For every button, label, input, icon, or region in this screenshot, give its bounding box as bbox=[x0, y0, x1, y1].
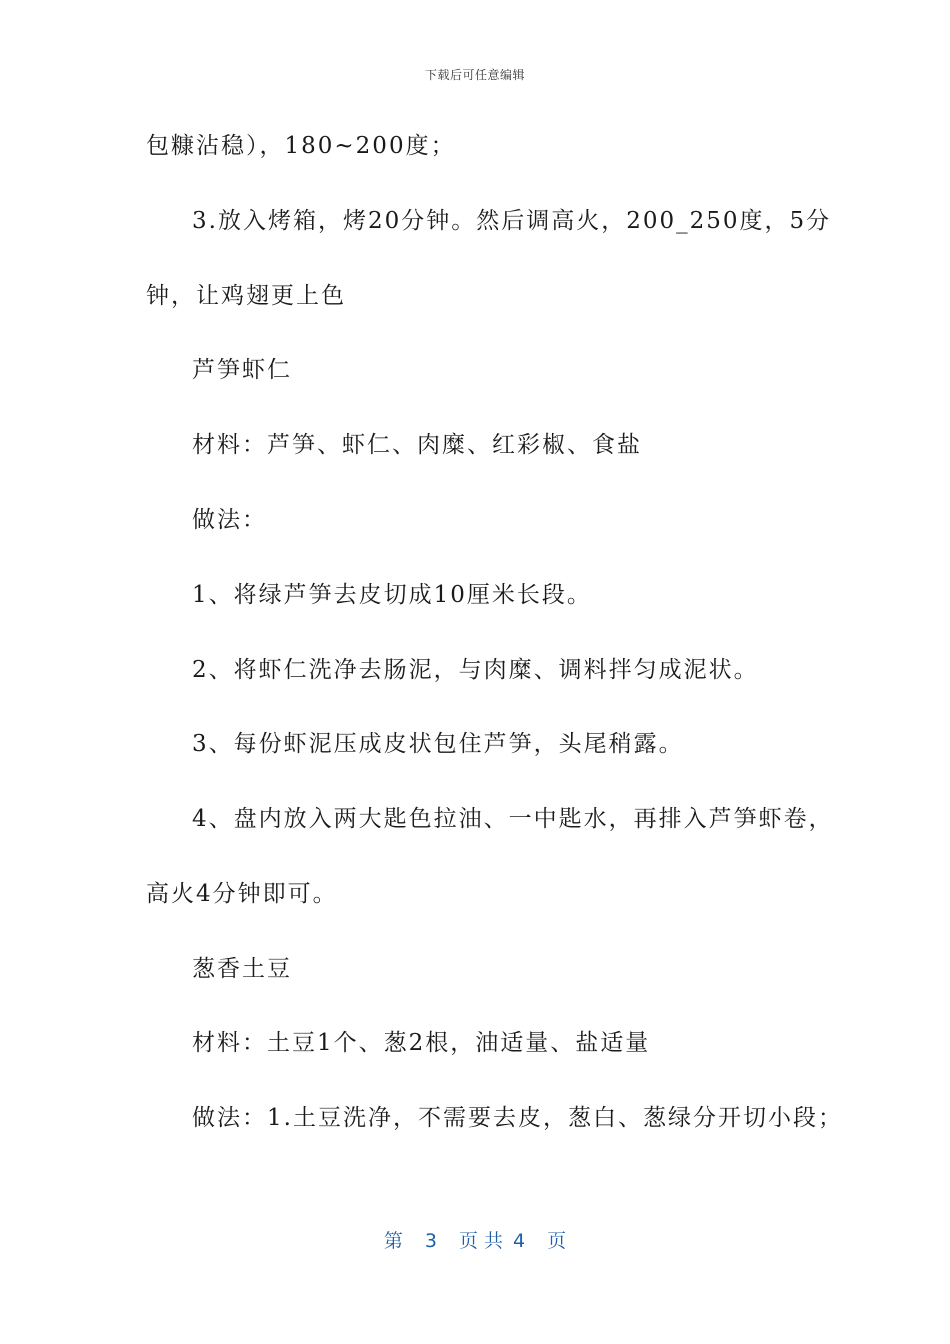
text-line-materials-1: 材料：芦笋、虾仁、肉糜、红彩椒、食盐 bbox=[192, 432, 642, 458]
text-line-step-1: 1、将绿芦笋去皮切成10厘米长段。 bbox=[192, 582, 592, 608]
footer-label-page: 第 bbox=[383, 1230, 403, 1252]
text-line-method-2: 做法：1.土豆洗净，不需要去皮，葱白、葱绿分开切小段； bbox=[192, 1105, 843, 1131]
text-line-1: 包糠沾稳），180~200度； bbox=[146, 133, 456, 159]
footer-label-end: 页 bbox=[547, 1230, 567, 1252]
section-title-scallion-potato: 葱香土豆 bbox=[192, 956, 292, 982]
text-line-step-4-cont: 高火4分钟即可。 bbox=[146, 881, 338, 907]
text-line-2: 3.放入烤箱，烤20分钟。然后调高火，200_250度，5分 bbox=[192, 208, 832, 234]
text-line-step-3: 3、每份虾泥压成皮状包住芦笋，头尾稍露。 bbox=[192, 731, 684, 757]
text-line-step-4: 4、盘内放入两大匙色拉油、一中匙水，再排入芦笋虾卷， bbox=[192, 806, 834, 832]
section-title-asparagus-shrimp: 芦笋虾仁 bbox=[192, 357, 292, 383]
text-line-method-label: 做法： bbox=[192, 507, 267, 533]
text-line-step-2: 2、将虾仁洗净去肠泥，与肉糜、调料拌匀成泥状。 bbox=[192, 657, 759, 683]
text-line-materials-2: 材料：土豆1个、葱2根，油适量、盐适量 bbox=[192, 1030, 651, 1056]
footer-current-page: 3 bbox=[424, 1230, 437, 1252]
page-footer bbox=[0, 1226, 950, 1253]
text-line-3: 钟，让鸡翅更上色 bbox=[146, 283, 346, 309]
footer-total-pages: 4 bbox=[513, 1230, 526, 1252]
header-note: 下载后可任意编辑 bbox=[424, 68, 525, 82]
footer-label-total: 页 共 bbox=[458, 1230, 504, 1252]
